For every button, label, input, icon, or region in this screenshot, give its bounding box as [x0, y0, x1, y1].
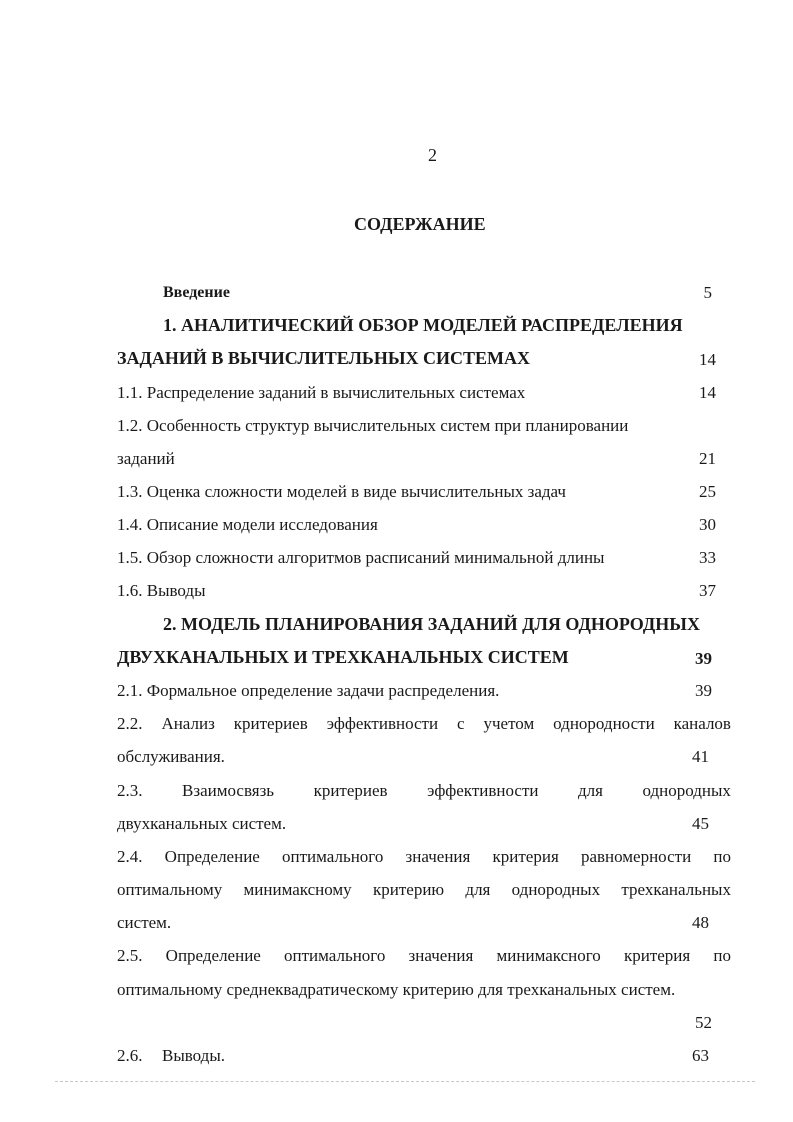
toc-chapter2-title-line2: ДВУХКАНАЛЬНЫХ И ТРЕХКАНАЛЬНЫХ СИСТЕМ	[117, 647, 569, 667]
toc-word: Определение	[164, 847, 260, 866]
toc-word: каналов	[673, 714, 731, 733]
toc-word: эффективности	[326, 714, 439, 733]
toc-word: для	[465, 880, 491, 899]
toc-section-2-1-page: 39	[695, 681, 712, 700]
toc-word: однородных	[511, 880, 601, 899]
toc-section-1-2-page: 21	[699, 449, 716, 468]
toc-word: 2.3.	[117, 781, 143, 800]
toc-word: оптимальному	[117, 880, 223, 899]
toc-word: Анализ	[161, 714, 215, 733]
toc-section-1-2-line2: заданий	[117, 449, 175, 468]
toc-word: оптимального	[284, 946, 386, 965]
page-bottom-divider	[55, 1081, 755, 1082]
toc-word: по	[713, 847, 731, 866]
toc-section-2-4-line1	[117, 847, 731, 867]
toc-section-1-3-page: 25	[699, 482, 716, 501]
toc-word: с	[457, 714, 465, 733]
toc-section-1-4: 1.4. Описание модели исследования	[117, 515, 378, 534]
toc-word: значения	[408, 946, 474, 965]
toc-section-2-6-number: 2.6.	[117, 1046, 143, 1065]
page-title: СОДЕРЖАНИЕ	[354, 214, 486, 234]
toc-section-2-6-title: Выводы.	[162, 1046, 226, 1065]
toc-word: оптимального	[282, 847, 384, 866]
toc-word: 2.2.	[117, 714, 143, 733]
toc-section-2-5-line1	[117, 946, 731, 966]
toc-section-1-5: 1.5. Обзор сложности алгоритмов расписаний минимальной длины	[117, 548, 605, 567]
toc-word: 2.4.	[117, 847, 143, 866]
toc-word: критерия	[492, 847, 559, 866]
toc-section-2-3-line1	[117, 781, 731, 801]
page-number: 2	[428, 145, 437, 165]
toc-intro-label: Введение	[163, 284, 230, 301]
toc-word: 2.5.	[117, 946, 143, 965]
toc-section-2-1: 2.1. Формальное определение задачи распределения.	[117, 681, 500, 700]
toc-word: однородности	[553, 714, 655, 733]
toc-word: трехканальных	[621, 880, 731, 899]
toc-section-2-2-line2: обслуживания.	[117, 747, 225, 766]
toc-chapter1-title-line1: 1. АНАЛИТИЧЕСКИЙ ОБЗОР МОДЕЛЕЙ РАСПРЕДЕЛЕНИЯ	[163, 315, 683, 335]
toc-section-2-4-page: 48	[692, 913, 709, 932]
toc-chapter1-title-line2: ЗАДАНИЙ В ВЫЧИСЛИТЕЛЬНЫХ СИСТЕМАХ	[117, 348, 531, 368]
toc-word: учетом	[483, 714, 535, 733]
toc-word: по	[713, 946, 731, 965]
toc-section-1-2-line1: 1.2. Особенность структур вычислительных систем при планировании	[117, 416, 629, 435]
toc-section-1-4-page: 30	[699, 515, 716, 534]
toc-word: критерия	[623, 946, 691, 965]
toc-section-2-2-page: 41	[692, 747, 709, 766]
toc-chapter2-page: 39	[695, 649, 712, 668]
toc-section-2-5-line2: оптимальному среднеквадратическому критерию для трехканальных систем.	[117, 980, 676, 999]
toc-word: равномерности	[580, 847, 692, 866]
toc-word: однородных	[642, 781, 731, 800]
toc-section-2-2-line1	[117, 714, 731, 734]
toc-chapter1-page: 14	[699, 350, 716, 369]
toc-section-2-3-page: 45	[692, 814, 709, 833]
toc-section-2-6-page: 63	[692, 1046, 709, 1065]
toc-chapter2-title-line1: 2. МОДЕЛЬ ПЛАНИРОВАНИЯ ЗАДАНИЙ ДЛЯ ОДНОРОДНЫХ	[163, 614, 700, 634]
toc-word: минимаксного	[496, 946, 601, 965]
toc-section-1-6-page: 37	[699, 581, 716, 600]
toc-section-1-3: 1.3. Оценка сложности моделей в виде вычислительных задач	[117, 482, 566, 501]
toc-section-1-1: 1.1. Распределение заданий в вычислительных системах	[117, 383, 526, 402]
toc-word: минимаксному	[243, 880, 352, 899]
toc-word: Определение	[165, 946, 261, 965]
toc-section-2-4-line3: систем.	[117, 913, 172, 932]
toc-word: значения	[405, 847, 471, 866]
toc-section-2-5-page: 52	[695, 1013, 712, 1032]
toc-section-1-1-page: 14	[699, 383, 716, 402]
toc-word: для	[578, 781, 603, 800]
toc-intro-page: 5	[703, 283, 712, 302]
toc-section-2-3-line2: двухканальных систем.	[117, 814, 287, 833]
toc-word: критериев	[313, 781, 388, 800]
toc-section-1-6: 1.6. Выводы	[117, 581, 206, 600]
toc-word: эффективности	[427, 781, 539, 800]
toc-section-1-5-page: 33	[699, 548, 716, 567]
toc-word: критерию	[372, 880, 445, 899]
toc-section-2-4-line2	[117, 880, 731, 900]
toc-word: критериев	[233, 714, 308, 733]
toc-word: Взаимосвязь	[182, 781, 275, 800]
